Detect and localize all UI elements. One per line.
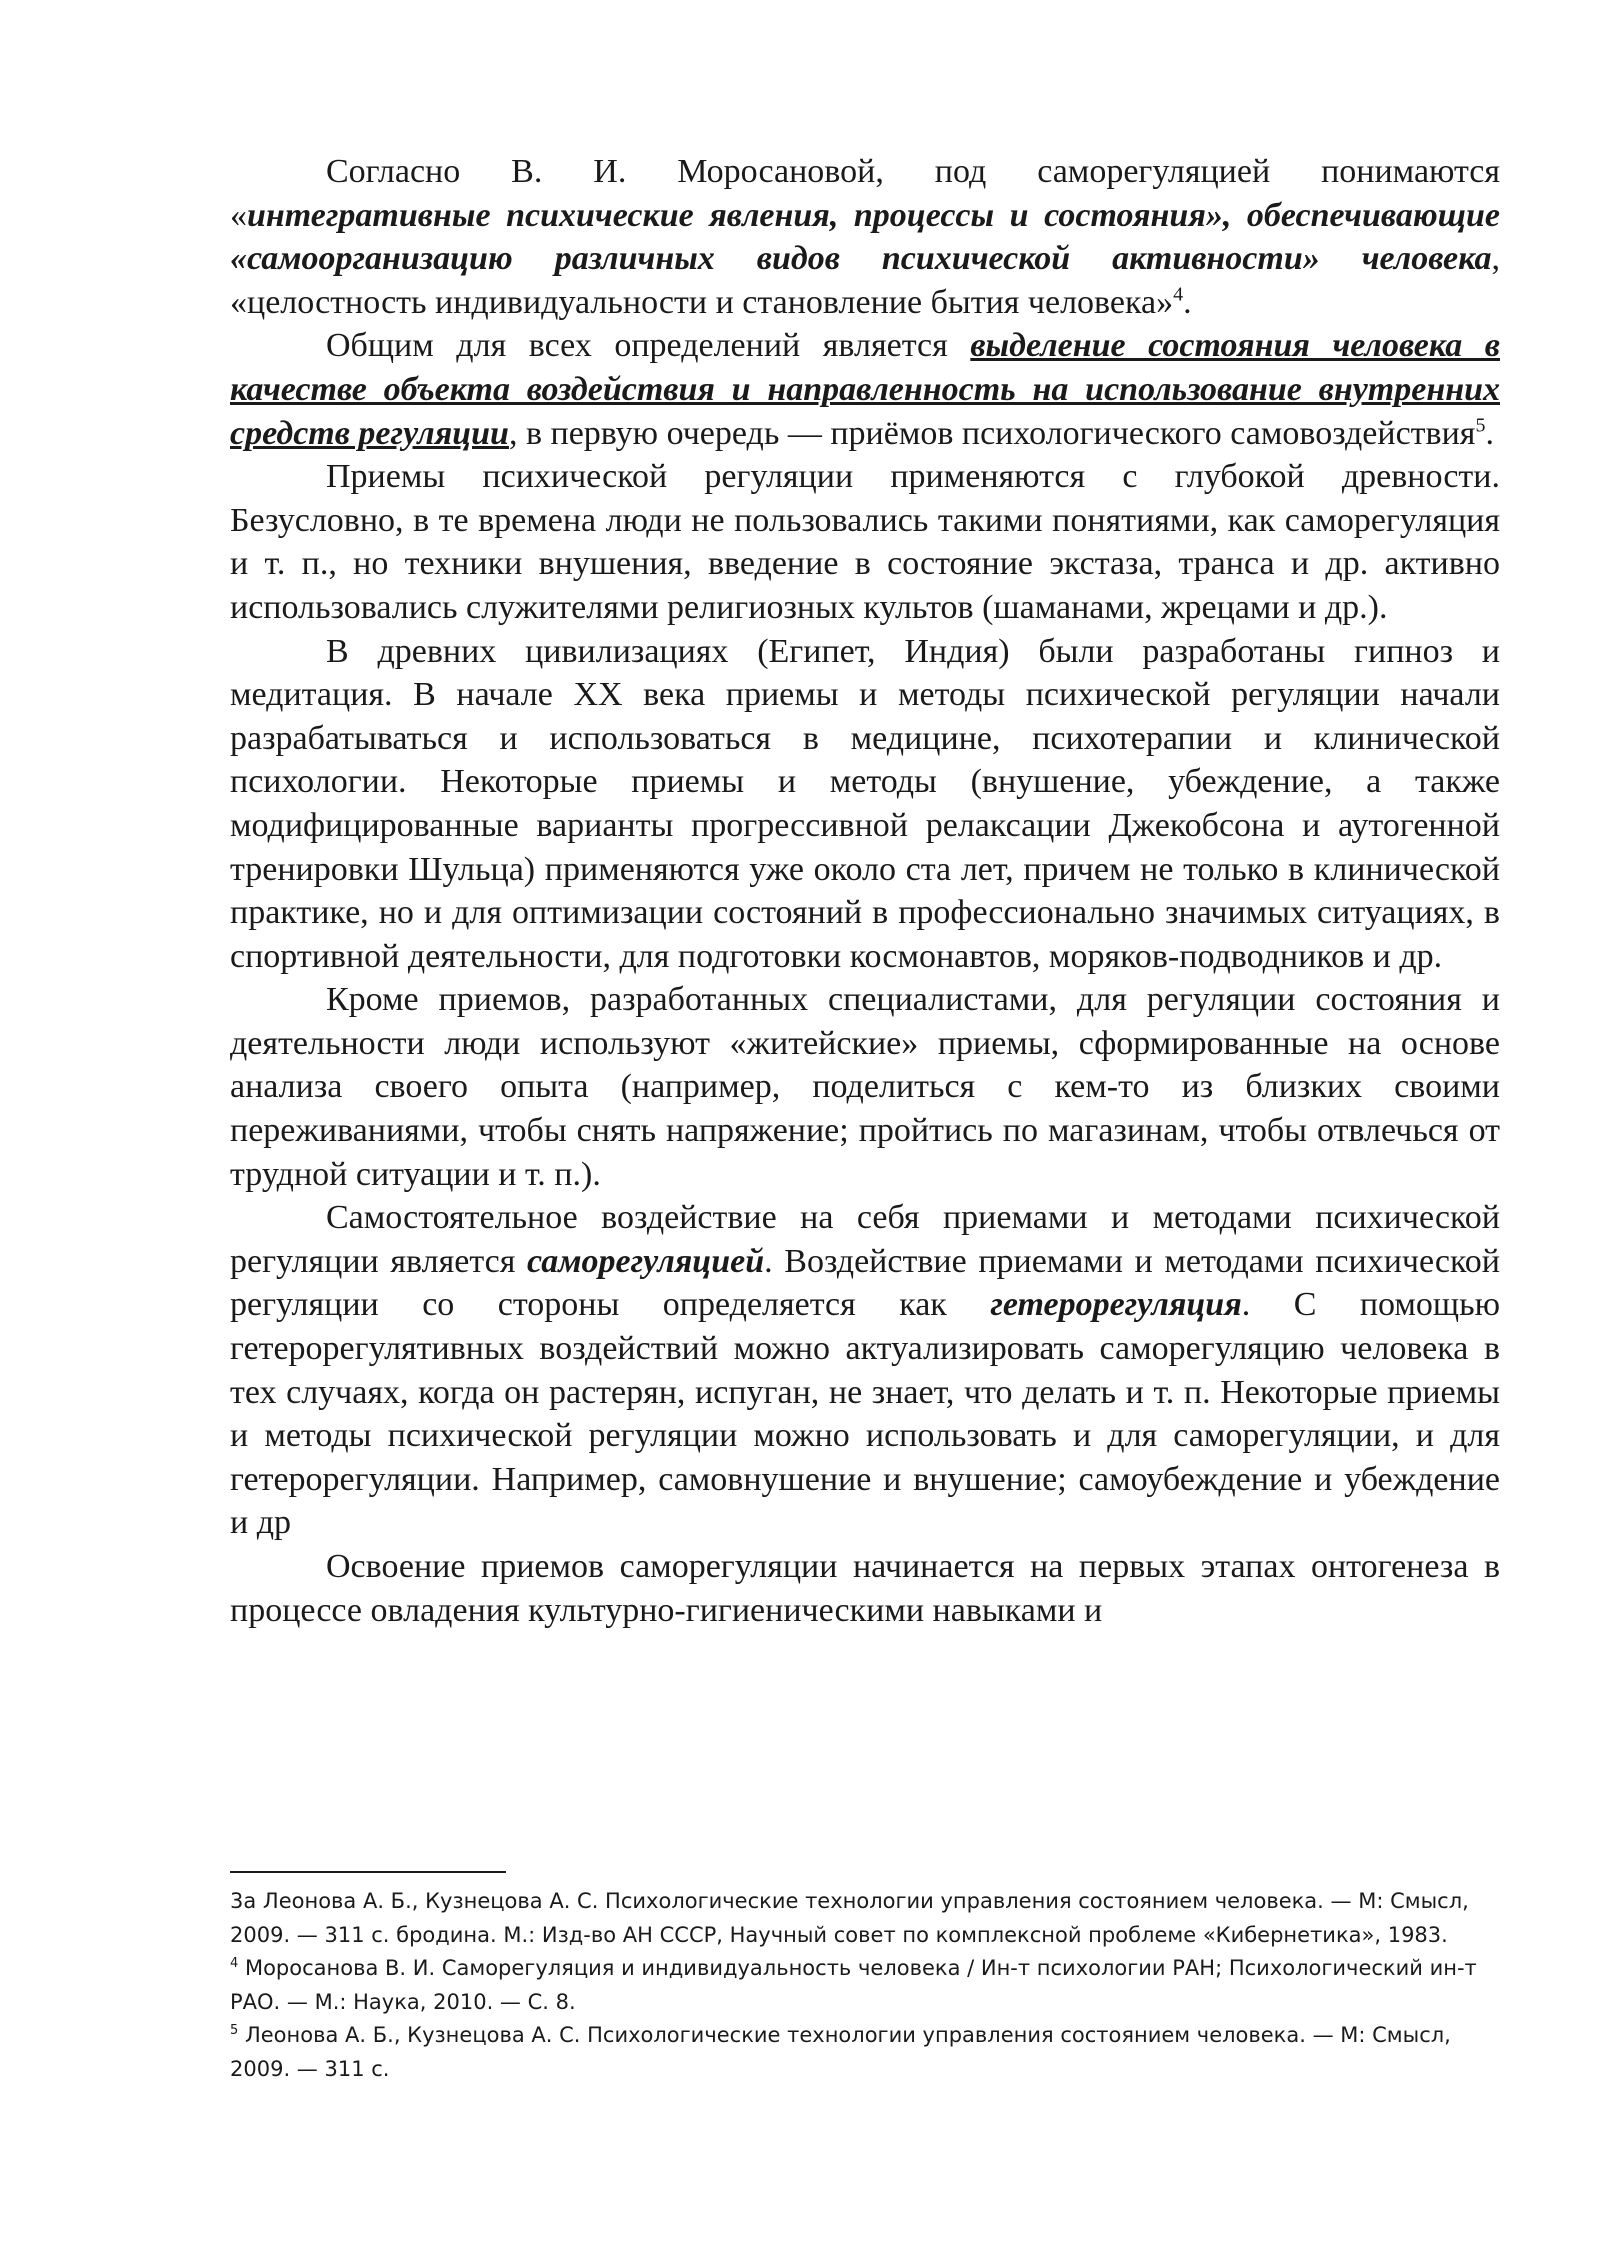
paragraph-2-text-c: . (1485, 414, 1494, 452)
paragraph-3: Приемы психической регуляции применяются с глубокой древности. Безусловно, в те времена люди не пользовались такими понятиями, как саморегуляция и т. п., но техники внушения, введение в состояние экстаза, транса и др. активно использовались служителями религиозных культов (шаманами, жрецами и др.). (230, 458, 1500, 626)
paragraph-4: В древних цивилизациях (Египет, Индия) были разработаны гипноз и медитация. В начале XX века приемы и методы психической регуляции начали разрабатываться и использоваться в медицине, психотерапии и клинической психологии. Некоторые приемы и методы (внушение, убеждение, а также модифицированные варианты прогрессивной релаксации Джекобсона и аутогенной тренировки Шульца) применяются уже около ста лет, причем не только в клинической практике, но и для оптимизации состояний в профессионально значимых ситуациях, в спортивной деятельности, для подготовки космонавтов, моряков-подводников и др. (230, 632, 1500, 975)
footnote-5-marker: 5 (230, 2023, 239, 2038)
footnotes (230, 1885, 1500, 2086)
footnote-ref-5[interactable]: 5 (1475, 414, 1486, 437)
paragraph-1-text-a: Согласно В. И. Моросановой, под саморегуляцией понимаются « (230, 153, 1500, 234)
paragraph-6-text-a: Самостоятельное воздействие на себя приемами и методами психической регуляции является (230, 1199, 1500, 1280)
paragraph-1-emphasis: интегративные психические явления, процессы и состояния», обеспечивающие «самоорганизацию различных видов психической активности» человека (230, 196, 1500, 278)
paragraph-2-emphasis: выделение состояния человека в качестве объекта воздействия и направленность на использование внутренних средств регуляции (230, 327, 1500, 452)
term-self-regulation: саморегуляцией (527, 1242, 765, 1280)
term-hetero-regulation: гетерорегуляция (990, 1286, 1242, 1324)
paragraph-2-text-b: , в первую очередь — приёмов психологического самовоздействия (508, 414, 1476, 452)
footnote-4-text: Моросанова В. И. Саморегуляция и индивидуальность человека / Ин-т психологии РАН; Психологический ин-т РАО. — М.: Наука, 2010. — С. 8. (230, 1956, 1477, 2014)
footnote-4 (230, 1952, 1500, 2019)
paragraph-2-text-a: Общим для всех определений является (326, 327, 971, 365)
paragraph-6-text-b: . Воздействие приемами и методами психической регуляции со стороны определяется как (230, 1242, 1500, 1324)
footnote-ref-4[interactable]: 4 (1173, 283, 1184, 306)
footnote-5 (230, 2019, 1500, 2086)
paragraph-7: Освоение приемов саморегуляции начинается на первых этапах онтогенеза в процессе овладения культурно-гигиеническими навыками и (230, 1548, 1500, 1629)
paragraph-6 (230, 1196, 1500, 1545)
footnote-separator (230, 1871, 506, 1873)
paragraph-5: Кроме приемов, разработанных специалистами, для регуляции состояния и деятельности люди используют «житейские» приемы, сформированные на основе анализа своего опыта (например, поделиться с кем-то из близких своими переживаниями, чтобы снять напряжение; пройтись по магазинам, чтобы отвлечься от трудной ситуации и т. п.). (230, 981, 1500, 1193)
paragraph-6-text-c: . С помощью гетерорегулятивных воздействий можно актуализировать саморегуляцию человека в тех случаях, когда он растерян, испуган, не знает, что делать и т. п. Некоторые приемы и методы психической регуляции можно использовать и для саморегуляции, и для гетерорегуляции. Например, самовнушение и внушение; самоубеждение и убеждение и др (230, 1286, 1501, 1542)
main-text (230, 150, 1500, 1632)
paragraph-2 (230, 324, 1500, 455)
paragraph-1 (230, 150, 1500, 324)
paragraph-1-text-c: . (1183, 283, 1192, 321)
footnote-3: 3а Леонова А. Б., Кузнецова А. С. Психологические технологии управления состоянием человека. — М: Смысл, 2009. — 311 с. бродина. М.: Изд-во АН СССР, Научный совет по комплексной проблеме «Кибернетика», 1983. (230, 1889, 1469, 1947)
footnote-5-text: Леонова А. Б., Кузнецова А. С. Психологические технологии управления состоянием человека. — М: Смысл, 2009. — 311 с. (230, 2023, 1451, 2081)
footnote-4-marker: 4 (230, 1956, 239, 1971)
paragraph-1-text-b: , «целостность индивидуальности и становление бытия человека» (230, 240, 1500, 321)
